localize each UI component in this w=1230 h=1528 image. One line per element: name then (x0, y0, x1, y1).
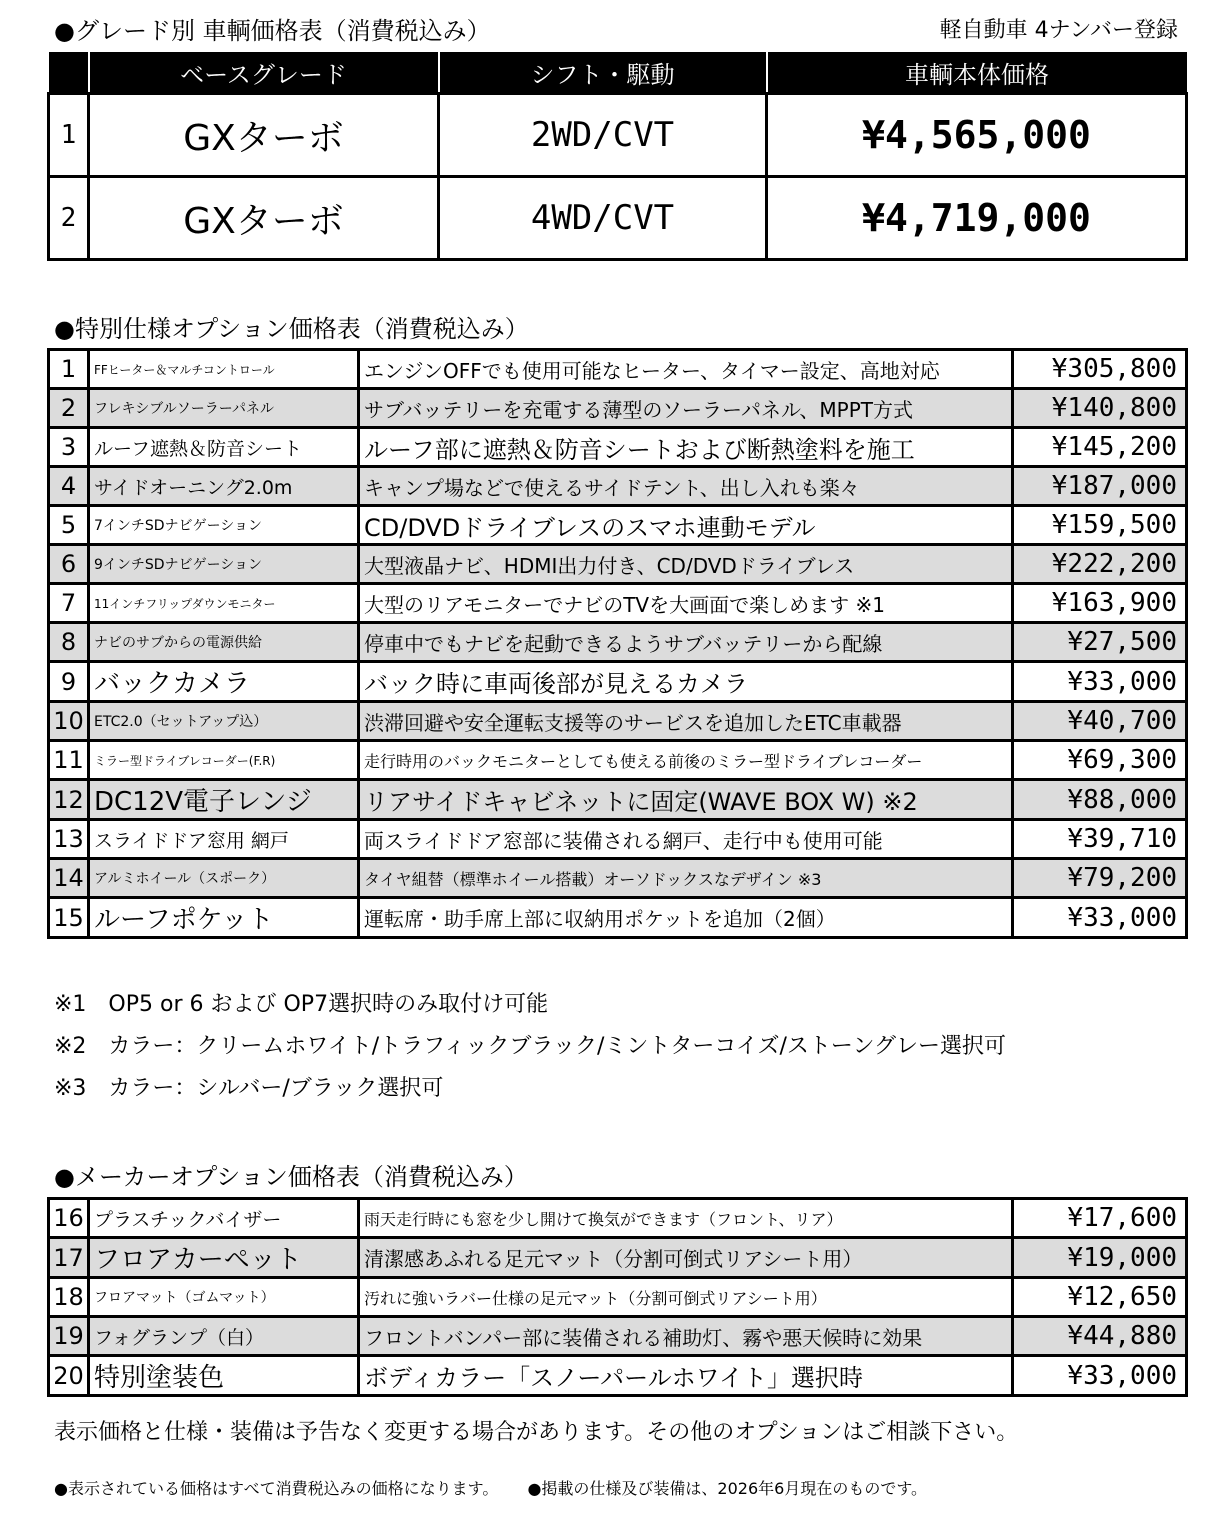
option-desc: ルーフ部に遮熱＆防音シートおよび断熱塗料を施工 (359, 428, 1013, 467)
special-options-title: ●特別仕様オプション価格表（消費税込み） (54, 315, 529, 343)
option-price: ¥222,200 (1013, 545, 1187, 584)
option-no: 10 (49, 702, 89, 741)
option-row (49, 467, 1187, 506)
option-desc: 走行時用のバックモニターとしても使える前後のミラー型ドライブレコーダー (359, 741, 1013, 780)
grade-price-title: ●グレード別 車輌価格表（消費税込み） (54, 17, 491, 45)
note-1: ※1 OP5 or 6 および OP7選択時のみ取付け可能 (54, 992, 549, 1017)
disclaimer: 表示価格と仕様・装備は予告なく変更する場合があります。その他のオプションはご相談下さい。 (54, 1420, 1019, 1445)
option-row (49, 1356, 1187, 1396)
maker-options-title: ●メーカーオプション価格表（消費税込み） (54, 1163, 528, 1191)
option-no: 20 (49, 1356, 89, 1396)
footer-notes (54, 1476, 951, 1502)
option-row (49, 1199, 1187, 1238)
option-row (49, 741, 1187, 780)
option-name: ETC2.0（セットアップ込） (89, 702, 359, 741)
header-body-price: 車輌本体価格 (767, 52, 1187, 94)
option-no: 15 (49, 898, 89, 938)
option-desc: 両スライドドア窓部に装備される網戸、走行中も使用可能 (359, 820, 1013, 859)
spec-date-note: ●掲載の仕様及び装備は、2026年6月現在のものです。 (527, 1479, 928, 1498)
option-name: フレキシブルソーラーパネル (89, 389, 359, 428)
option-row (49, 623, 1187, 662)
option-price: ¥12,650 (1013, 1278, 1187, 1317)
grade-row-no: 1 (49, 94, 89, 177)
option-desc: 汚れに強いラバー仕様の足元マット（分割可倒式リアシート用） (359, 1278, 1013, 1317)
grade-price-table (47, 52, 1188, 261)
option-name: フロアカーペット (89, 1238, 359, 1278)
option-desc: サブバッテリーを充電する薄型のソーラーパネル、MPPT方式 (359, 389, 1013, 428)
option-desc: 渋滞回避や安全運転支援等のサービスを追加したETC車載器 (359, 702, 1013, 741)
option-name: アルミホイール（スポーク） (89, 859, 359, 898)
note-2: ※2 カラー：クリームホワイト/トラフィックブラック/ミントターコイズ/ストーングレー選択可 (54, 1034, 1007, 1059)
option-row (49, 1317, 1187, 1356)
option-no: 7 (49, 584, 89, 623)
option-row (49, 662, 1187, 702)
option-name: FFヒーター＆マルチコントロール (89, 350, 359, 389)
option-no: 9 (49, 662, 89, 702)
option-price: ¥44,880 (1013, 1317, 1187, 1356)
grade-row (49, 177, 1187, 260)
option-name: プラスチックバイザー (89, 1199, 359, 1238)
option-name: ルーフポケット (89, 898, 359, 938)
option-price: ¥163,900 (1013, 584, 1187, 623)
option-name: DC12V電子レンジ (89, 780, 359, 820)
grade-row-price: ¥4,719,000 (767, 177, 1187, 260)
header-no (49, 52, 89, 94)
note-3: ※3 カラー：シルバー/ブラック選択可 (54, 1076, 444, 1101)
tax-note: ●表示されている価格はすべて消費税込みの価格になります。 (54, 1479, 499, 1498)
registration-note: 軽自動車 4ナンバー登録 (939, 18, 1178, 43)
option-row (49, 1278, 1187, 1317)
option-desc: ボディカラー「スノーパールホワイト」選択時 (359, 1356, 1013, 1396)
option-row (49, 859, 1187, 898)
option-desc: 大型のリアモニターでナビのTVを大画面で楽しめます ※1 (359, 584, 1013, 623)
maker-options-table (47, 1197, 1188, 1397)
option-desc: 雨天走行時にも窓を少し開けて換気ができます（フロント、リア） (359, 1199, 1013, 1238)
option-row (49, 702, 1187, 741)
option-row (49, 1238, 1187, 1278)
option-row (49, 350, 1187, 389)
option-price: ¥79,200 (1013, 859, 1187, 898)
option-price: ¥33,000 (1013, 898, 1187, 938)
option-no: 11 (49, 741, 89, 780)
grade-row-price: ¥4,565,000 (767, 94, 1187, 177)
option-price: ¥19,000 (1013, 1238, 1187, 1278)
option-desc: CD/DVDドライブレスのスマホ連動モデル (359, 506, 1013, 545)
header-base-grade: ベースグレード (89, 52, 439, 94)
option-name: ミラー型ドライブレコーダー(F.R) (89, 741, 359, 780)
option-name: 9インチSDナビゲーション (89, 545, 359, 584)
option-price: ¥305,800 (1013, 350, 1187, 389)
grade-row-grade: GXターボ (89, 177, 439, 260)
option-name: 11インチフリップダウンモニター (89, 584, 359, 623)
grade-row-drive: 4WD/CVT (439, 177, 767, 260)
option-name: フォグランプ（白） (89, 1317, 359, 1356)
option-no: 2 (49, 389, 89, 428)
option-no: 18 (49, 1278, 89, 1317)
option-price: ¥159,500 (1013, 506, 1187, 545)
option-desc: 大型液晶ナビ、HDMI出力付き、CD/DVDドライブレス (359, 545, 1013, 584)
option-price: ¥187,000 (1013, 467, 1187, 506)
option-price: ¥140,800 (1013, 389, 1187, 428)
option-name: フロアマット（ゴムマット） (89, 1278, 359, 1317)
option-no: 17 (49, 1238, 89, 1278)
special-options-table (47, 348, 1188, 939)
option-no: 1 (49, 350, 89, 389)
option-name: バックカメラ (89, 662, 359, 702)
option-name: ルーフ遮熱＆防音シート (89, 428, 359, 467)
option-desc: キャンプ場などで使えるサイドテント、出し入れも楽々 (359, 467, 1013, 506)
option-row (49, 545, 1187, 584)
option-row (49, 584, 1187, 623)
option-no: 16 (49, 1199, 89, 1238)
option-desc: 停車中でもナビを起動できるようサブバッテリーから配線 (359, 623, 1013, 662)
option-no: 12 (49, 780, 89, 820)
option-no: 14 (49, 859, 89, 898)
option-name: 7インチSDナビゲーション (89, 506, 359, 545)
option-price: ¥33,000 (1013, 662, 1187, 702)
option-desc: 運転席・助手席上部に収納用ポケットを追加（2個） (359, 898, 1013, 938)
option-row (49, 780, 1187, 820)
option-name: サイドオーニング2.0m (89, 467, 359, 506)
option-price: ¥145,200 (1013, 428, 1187, 467)
option-name: ナビのサブからの電源供給 (89, 623, 359, 662)
option-no: 19 (49, 1317, 89, 1356)
option-desc: フロントバンパー部に装備される補助灯、霧や悪天候時に効果 (359, 1317, 1013, 1356)
option-row (49, 428, 1187, 467)
grade-row-no: 2 (49, 177, 89, 260)
option-price: ¥39,710 (1013, 820, 1187, 859)
option-no: 4 (49, 467, 89, 506)
grade-table-header (49, 52, 1187, 94)
option-no: 3 (49, 428, 89, 467)
option-row (49, 389, 1187, 428)
option-price: ¥69,300 (1013, 741, 1187, 780)
option-desc: タイヤ組替（標準ホイール搭載）オーソドックスなデザイン ※3 (359, 859, 1013, 898)
option-price: ¥27,500 (1013, 623, 1187, 662)
option-no: 5 (49, 506, 89, 545)
header-shift-drive: シフト・駆動 (439, 52, 767, 94)
grade-row-drive: 2WD/CVT (439, 94, 767, 177)
grade-row-grade: GXターボ (89, 94, 439, 177)
option-price: ¥88,000 (1013, 780, 1187, 820)
option-desc: リアサイドキャビネットに固定(WAVE BOX W) ※2 (359, 780, 1013, 820)
option-price: ¥17,600 (1013, 1199, 1187, 1238)
option-no: 13 (49, 820, 89, 859)
option-desc: 清潔感あふれる足元マット（分割可倒式リアシート用） (359, 1238, 1013, 1278)
option-no: 6 (49, 545, 89, 584)
option-row (49, 506, 1187, 545)
option-name: 特別塗装色 (89, 1356, 359, 1396)
option-price: ¥33,000 (1013, 1356, 1187, 1396)
option-price: ¥40,700 (1013, 702, 1187, 741)
option-no: 8 (49, 623, 89, 662)
option-row (49, 820, 1187, 859)
option-desc: エンジンOFFでも使用可能なヒーター、タイマー設定、高地対応 (359, 350, 1013, 389)
grade-row (49, 94, 1187, 177)
option-name: スライドドア窓用 網戸 (89, 820, 359, 859)
option-desc: バック時に車両後部が見えるカメラ (359, 662, 1013, 702)
option-row (49, 898, 1187, 938)
